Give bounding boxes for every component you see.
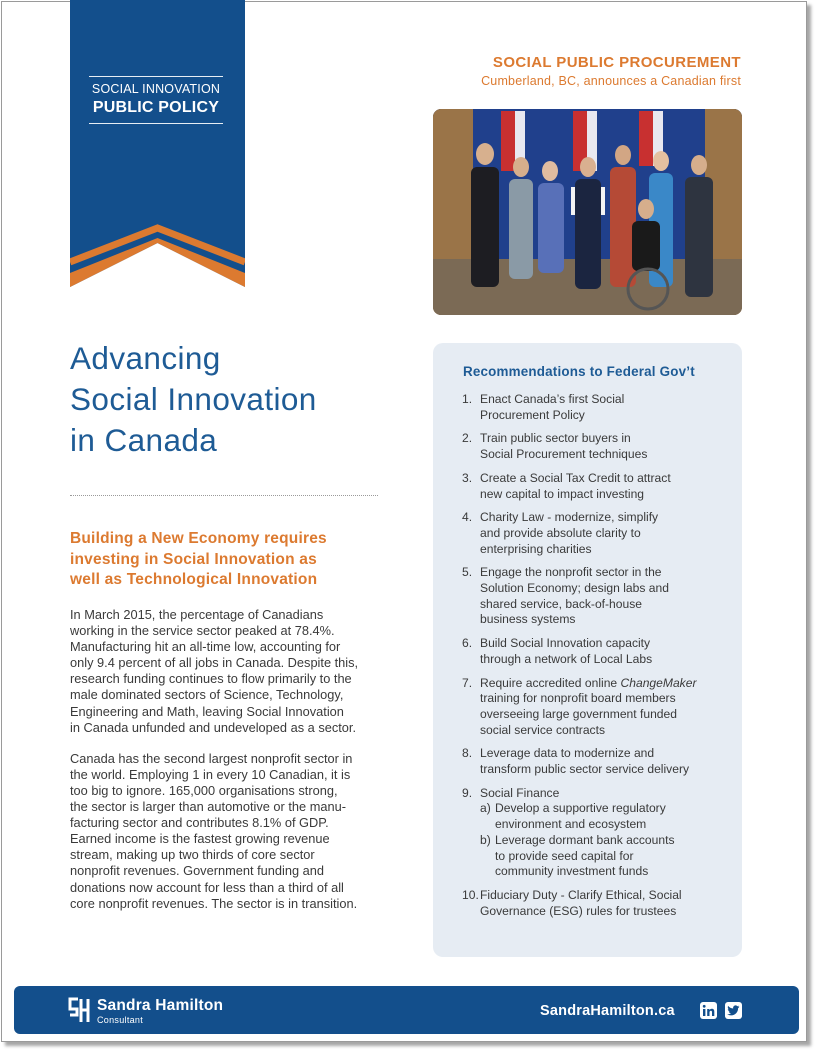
recommendations-panel: [433, 343, 742, 957]
text-line: Engage the nonprofit sector in the: [480, 565, 662, 580]
text-line: Develop a supportive regulatory: [495, 801, 666, 816]
recommendation-item: [462, 565, 737, 628]
item-number: 8.: [462, 746, 473, 761]
recommendation-item: [462, 510, 737, 557]
feature-subtitle: Cumberland, BC, announces a Canadian first: [481, 74, 741, 88]
sub-item: [480, 801, 737, 832]
item-text: [480, 888, 737, 919]
item-text: [480, 786, 737, 880]
item-number: 9.: [462, 785, 473, 800]
feature-title: SOCIAL PUBLIC PROCUREMENT: [492, 54, 741, 71]
ribbon-banner: [70, 0, 245, 287]
text-line: new capital to impact investing: [480, 486, 645, 501]
text-line: Build Social Innovation capacity: [480, 636, 651, 651]
text-line: working in the service sector peaked at 78.4%.: [70, 623, 335, 639]
text-line: Canada has the second largest nonprofit sector in: [70, 750, 353, 766]
item-number: 5.: [462, 565, 473, 580]
text-line: social service contracts: [480, 722, 606, 737]
title-line-2: Social Innovation: [70, 381, 317, 417]
text-line: transform public sector service delivery: [480, 762, 690, 777]
item-text: [480, 636, 737, 667]
paragraph-1: [70, 607, 382, 736]
linkedin-icon[interactable]: [700, 1002, 717, 1019]
sub-item-letter: a): [480, 801, 491, 816]
sh-logo-icon: [68, 997, 90, 1024]
title-line-1: Advancing: [70, 340, 221, 376]
body-copy: [70, 607, 382, 927]
text-line: nonprofit revenues. Government funding and: [70, 863, 324, 879]
text-line: core nonprofit revenues. The sector is in transition.: [70, 895, 358, 911]
footer: [14, 986, 799, 1034]
dotted-divider: [70, 495, 378, 496]
text-line: Social Finance: [480, 785, 560, 800]
text-line: only 9.4 percent of all jobs in Canada. Despite this,: [70, 655, 359, 671]
text-line: business systems: [480, 612, 576, 627]
subheading-line: Building a New Economy requires: [70, 530, 327, 547]
ribbon-small-text: SOCIAL INNOVATION: [91, 82, 221, 96]
footer-name: Sandra Hamilton: [97, 997, 224, 1014]
text-line: Create a Social Tax Credit to attract: [480, 470, 671, 485]
text-line: Enact Canada’s first Social: [480, 392, 625, 406]
text-line: environment and ecosystem: [495, 817, 647, 832]
subheading-line: investing in Social Innovation as: [70, 550, 317, 568]
ribbon-label: [89, 76, 223, 124]
recommendation-item: [462, 746, 737, 777]
text-line: male dominated sectors of Science, Technology,: [70, 687, 344, 703]
text-line: and provide absolute clarity to: [480, 525, 641, 540]
recommendation-item: [462, 888, 737, 919]
text-line: training for nonprofit board members: [480, 691, 676, 706]
text-line: In March 2015, the percentage of Canadians: [70, 607, 324, 622]
text-line: overseeing large government funded: [480, 706, 677, 721]
item-number: 7.: [462, 675, 473, 690]
text-line: Social Procurement techniques: [480, 447, 648, 462]
changemaker-term: ChangeMaker: [620, 675, 697, 690]
item-text: [480, 565, 737, 628]
ribbon-big-text: PUBLIC POLICY: [92, 99, 220, 116]
text-line: in Canada unfunded and undeveloped as a sector.: [70, 719, 357, 735]
text-line: to provide seed capital for: [495, 848, 634, 863]
item-text: [480, 392, 737, 423]
page-title: [70, 338, 400, 461]
text-line: Require accredited online: [480, 675, 621, 690]
item-text: [480, 676, 737, 739]
text-line: Leverage data to modernize and: [480, 746, 655, 761]
website-link[interactable]: SandraHamilton.ca: [540, 1003, 675, 1019]
item-text: [480, 471, 737, 502]
text-line: Fiduciary Duty - Clarify Ethical, Social: [480, 887, 682, 902]
recommendation-item: [462, 471, 737, 502]
text-line: Train public sector buyers in: [480, 431, 631, 446]
subheading: [70, 529, 380, 591]
item-number: 4.: [462, 510, 473, 525]
item-number: 3.: [462, 470, 473, 485]
text-line: shared service, back-of-house: [480, 596, 643, 611]
item-number: 10.: [462, 887, 479, 902]
item-text: [480, 510, 737, 557]
paragraph-2: [70, 751, 382, 912]
twitter-icon[interactable]: [725, 1002, 742, 1019]
recommendation-item: [462, 431, 737, 462]
recommendation-item: [462, 676, 737, 739]
text-line: Procurement Policy: [480, 407, 585, 422]
text-line: Governance (ESG) rules for trustees: [480, 903, 677, 918]
text-line: Leverage dormant bank accounts: [495, 832, 675, 847]
text-line: donations now account for less than a third of all: [70, 879, 344, 895]
item-number: 1.: [462, 392, 473, 406]
text-line: the world. Employing 1 in every 10 Canadian, it is: [70, 766, 351, 782]
title-line-3: in Canada: [70, 422, 218, 458]
text-line: enterprising charities: [480, 541, 592, 556]
text-line: Engineering and Math, leaving Social Innovation: [70, 703, 344, 719]
text-line: too big to ignore. 165,000 organisations strong,: [70, 782, 338, 798]
recommendation-item: [462, 636, 737, 667]
text-line: community investment funds: [495, 864, 649, 879]
recommendation-item: [462, 786, 737, 880]
sub-item-letter: b): [480, 832, 491, 847]
item-text: [480, 431, 737, 462]
recommendations-list: [462, 392, 737, 927]
item-text: [480, 746, 737, 777]
subheading-line: well as Technological Innovation: [70, 571, 318, 588]
recommendations-title: Recommendations to Federal Gov’t: [463, 364, 695, 379]
text-line: Solution Economy; design labs and: [480, 581, 669, 596]
recommendation-item: [462, 392, 737, 423]
text-line: facturing sector and contributes 8.1% of GDP.: [70, 815, 329, 831]
footer-role: Consultant: [97, 1015, 144, 1025]
item-number: 6.: [462, 636, 473, 651]
sub-item: [480, 833, 737, 880]
text-line: stream, making up two thirds of core sector: [70, 847, 315, 863]
group-photo: [433, 109, 742, 315]
text-line: Manufacturing hit an all-time low, accounting for: [70, 639, 341, 655]
text-line: research funding continues to flow primarily to the: [70, 671, 352, 687]
text-line: the sector is larger than automotive or the manu-: [70, 799, 346, 815]
text-line: Charity Law - modernize, simplify: [480, 510, 659, 525]
feature-heading: [433, 54, 741, 88]
text-line: through a network of Local Labs: [480, 651, 653, 666]
item-number: 2.: [462, 431, 473, 446]
text-line: Earned income is the fastest growing revenue: [70, 831, 330, 847]
